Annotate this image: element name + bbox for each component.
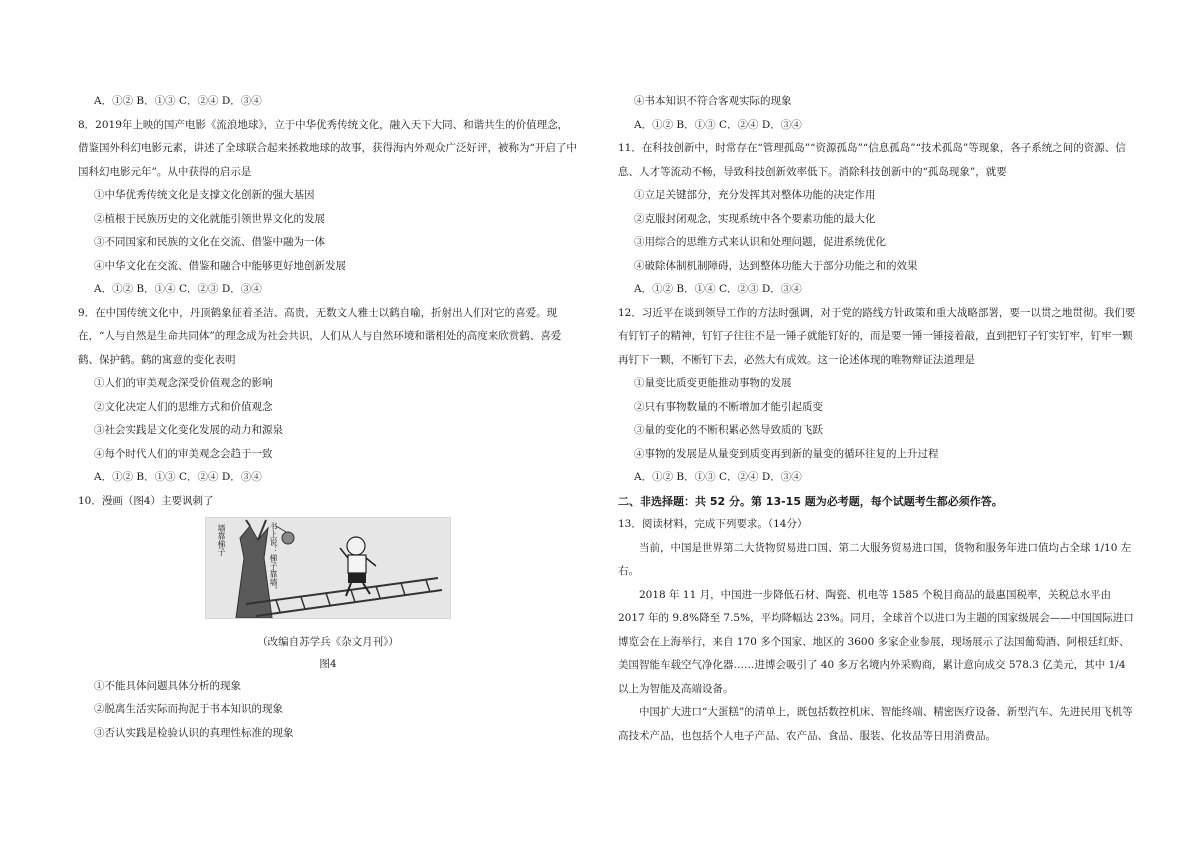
- question-11: [618, 137, 1138, 302]
- figure-label: 图4: [319, 657, 337, 670]
- question-8: [78, 114, 578, 302]
- question-9: [78, 302, 578, 490]
- right-column: [618, 90, 1138, 748]
- left-column: [78, 90, 578, 745]
- question-13: [618, 513, 1138, 748]
- q13-paragraph-3: 中国扩大进口“大蛋糕”的清单上，既包括数控机床、智能终端、精密医疗设备、新型汽车、先进民用飞机等高技术产品，也包括个人电子产品、农产品、食品、服装、化妆品等日用消费品。: [618, 706, 1133, 742]
- q8-item-4: ④中华文化在交流、借鉴和融合中能够更好地创新发展: [94, 259, 346, 272]
- q9-item-4: ④每个时代人们的审美观念会趋于一致: [94, 447, 273, 460]
- q10-options: A．①② B．①③ C．②④ D．③④: [634, 118, 802, 131]
- q8-item-3: ③不同国家和民族的文化在交流、借鉴中融为一体: [94, 236, 325, 248]
- q7-options: A．①② B．①③ C．②④ D．③④: [94, 95, 262, 107]
- cartoon-text-1: 书上说：梯子靠墙，: [269, 522, 278, 594]
- figure-4-wrap: [78, 517, 578, 629]
- cartoon-text-2: 墙靠梯子: [217, 524, 226, 556]
- q13-paragraph-1: 当前，中国是世界第二大货物贸易进口国、第二大服务贸易进口国，货物和服务年进口值均占全球 1/10 左右。: [618, 541, 1132, 577]
- q9-item-3: ③社会实践是文化变化发展的动力和源泉: [94, 424, 283, 436]
- q11-item-4: ④破除体制机制障碍，达到整体功能大于部分功能之和的效果: [634, 259, 918, 272]
- q10-item-1: ①不能具体问题具体分析的现象: [94, 679, 241, 692]
- q8-stem: 8．2019年上映的国产电影《流浪地球》，立于中华优秀传统文化，融入天下大同、和谐共生的价值理念，借鉴国外科幻电影元素，讲述了全球联合起来拯救地球的故事，获得海内外观众广泛好评，被称为“开启了中国科幻电影元年”。从中获得的启示是: [78, 118, 577, 178]
- q11-item-2: ②克服封闭观念，实现系统中各个要素功能的最大化: [634, 212, 876, 225]
- q9-options: A．①② B．①③ C．②④ D．③④: [94, 471, 262, 483]
- q12-item-2: ②只有事物数量的不断增加才能引起质变: [634, 400, 823, 413]
- q8-item-1: ①中华优秀传统文化是支撑文化创新的强大基因: [94, 189, 315, 201]
- q13-paragraph-2: 2018 年 11 月，中国进一步降低石材、陶瓷、机电等 1585 个税目商品的最惠国税率，关税总水平由 2017 年的 9.8%降至 7.5%，平均降幅达 23%。同月，全球首个以进口为主题的国家级展会——中国国际进口博览会在上海举行，来自 170 多个国家、地区的 3600 多家企业参展，现场展示了法国葡萄酒、阿根廷红虾、美国智能车载空气净化器……进博会吸引了 40 多万名境内外采购商，累计意向成交 578.3 亿美元，其中 1/4 以上为智能及高端设备。: [618, 588, 1134, 695]
- q11-stem: 11．在科技创新中，时常存在“管理孤岛”“资源孤岛”“信息孤岛”“技术孤岛”等现象，各子系统之间的资源、信息、人才等流动不畅，导致科技创新效率低下。消除科技创新中的“孤岛现象”，就要: [618, 142, 1126, 178]
- q13-stem: 13．阅读材料，完成下列要求。（14分）: [618, 518, 808, 530]
- cartoon-figure: [205, 517, 451, 619]
- q11-item-3: ③用综合的思维方式来认识和处理问题，促进系统优化: [634, 236, 886, 248]
- q8-options: A．①② B．①④ C．②③ D．③④: [94, 283, 262, 295]
- q11-item-1: ①立足关键部分，充分发挥其对整体功能的决定作用: [634, 189, 876, 201]
- q9-item-1: ①人们的审美观念深受价值观念的影响: [94, 377, 273, 389]
- q10-item-4: ④书本知识不符合客观实际的现象: [634, 95, 792, 107]
- cartoon-illustration: [206, 518, 450, 618]
- question-10: [78, 490, 578, 746]
- q11-options: A．①② B．①④ C．②③ D．③④: [634, 283, 802, 295]
- q9-item-2: ②文化决定人们的思维方式和价值观念: [94, 400, 273, 413]
- q12-item-4: ④事物的发展是从量变到质变再到新的量变的循环往复的上升过程: [634, 447, 939, 460]
- q10-item-2: ②脱离生活实际而拘泥于书本知识的现象: [94, 703, 283, 715]
- figure-caption: （改编自苏学兵《杂文月刊》）: [257, 635, 399, 648]
- q10-stem: 10．漫画（图4）主要讽刺了: [78, 494, 214, 507]
- q9-stem: 9．在中国传统文化中，丹顶鹤象征着圣洁、高贵，无数文人雅士以鹤自喻，折射出人们对它的喜爱。现在，“人与自然是生命共同体”的理念成为社会共识，人们从人与自然环境和谐相处的高度来欣赏鹤、喜爱鹤、保护鹤。鹤的寓意的变化表明: [78, 306, 562, 366]
- q12-options: A．①② B．①③ C．②④ D．③④: [634, 471, 802, 483]
- question-12: [618, 302, 1138, 490]
- section-2-heading: 二、非选择题：共 52 分。第 13-15 题为必考题，每个试题考生都必须作答。: [618, 494, 1003, 508]
- q12-item-3: ③量的变化的不断积累必然导致质的飞跃: [634, 424, 823, 436]
- q8-item-2: ②植根于民族历史的文化就能引领世界文化的发展: [94, 212, 325, 225]
- q12-item-1: ①量变比质变更能推动事物的发展: [634, 377, 792, 389]
- q12-stem: 12．习近平在谈到领导工作的方法时强调，对于党的路线方针政策和重大战略部署，要一以贯之地贯彻。我们要有钉钉子的精神，钉钉子往往不是一锤子就能钉好的，而是要一锤一锤接着敲，直到把钉子钉实钉牢，钉牢一颗再钉下一颗，不断钉下去，必然大有成效。这一论述体现的唯物辩证法道理是: [618, 306, 1136, 366]
- q10-item-3: ③否认实践是检验认识的真理性标准的现象: [94, 726, 294, 739]
